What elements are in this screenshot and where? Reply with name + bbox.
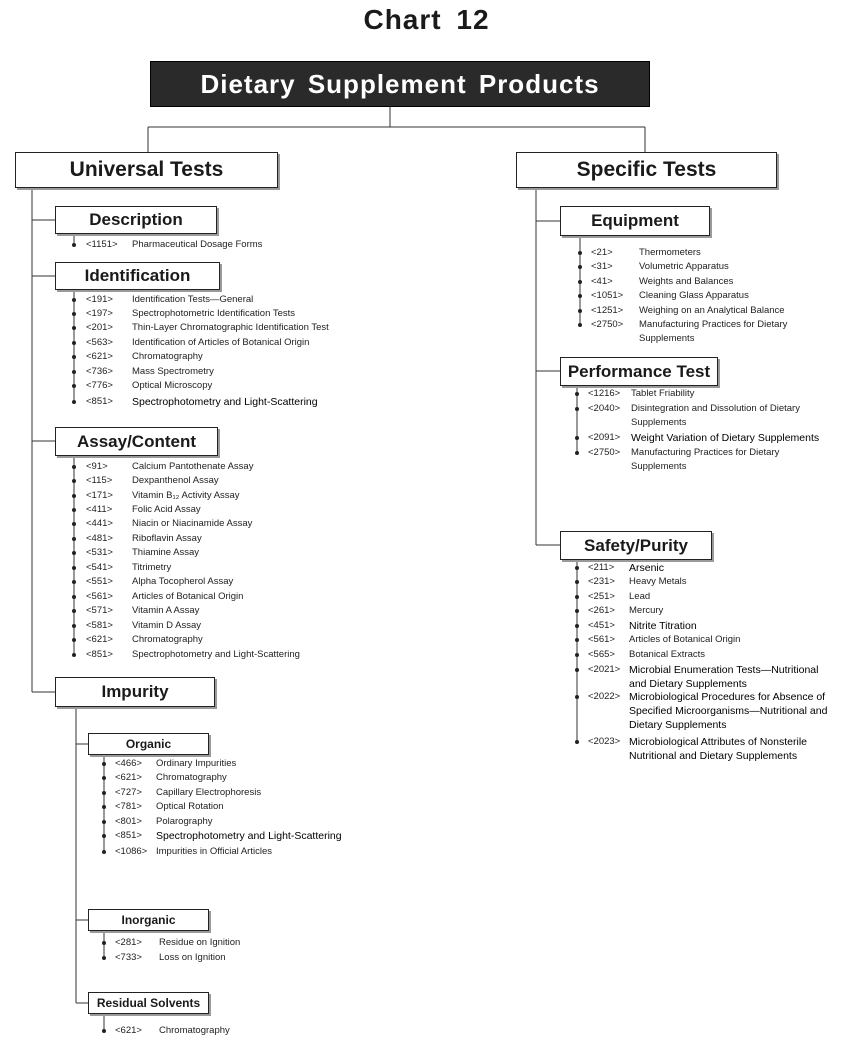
list-item xyxy=(588,619,853,633)
chapter-reference: <466> xyxy=(115,758,142,769)
chapter-reference: <2750> xyxy=(588,447,621,458)
test-name: Identification of Articles of Botanical Origin xyxy=(132,337,310,348)
chart-title: Chart 12 xyxy=(363,4,490,35)
bullet-dot xyxy=(575,566,579,570)
bullet-dot xyxy=(102,791,106,795)
list-item xyxy=(115,1024,389,1038)
list-item xyxy=(591,318,814,360)
bullet-dot xyxy=(575,595,579,599)
test-name: Manufacturing Practices for Dietary Supplements xyxy=(631,447,780,472)
list-item xyxy=(588,590,853,604)
test-name: Articles of Botanical Origin xyxy=(629,634,741,645)
test-name: Identification Tests—General xyxy=(132,294,254,305)
bullet-dot xyxy=(72,400,76,404)
list-item xyxy=(86,604,362,618)
test-name: Niacin or Niacinamide Assay xyxy=(132,518,253,529)
bullet-dot xyxy=(102,1029,106,1033)
test-name: Chromatography xyxy=(132,351,203,362)
list-item xyxy=(86,321,362,335)
test-name: Capillary Electrophoresis xyxy=(156,787,262,798)
test-name: Mass Spectrometry xyxy=(132,366,214,377)
list-item xyxy=(86,336,362,350)
bullet-dot xyxy=(578,265,582,269)
bullet-dot xyxy=(575,392,579,396)
chapter-reference: <736> xyxy=(86,366,113,377)
banner-dietary-supplement-products: Dietary Supplement Products xyxy=(150,61,650,107)
bullet-dot xyxy=(102,805,106,809)
chapter-reference: <531> xyxy=(86,547,113,558)
list-item xyxy=(588,446,801,488)
test-name: Botanical Extracts xyxy=(629,649,706,660)
list-item xyxy=(588,387,853,401)
bullet-dot xyxy=(72,341,76,345)
test-name: Chromatography xyxy=(132,634,203,645)
bullet-dot xyxy=(575,638,579,642)
chapter-reference: <1051> xyxy=(591,290,624,301)
list-item xyxy=(86,489,362,503)
chapter-reference: <621> xyxy=(86,351,113,362)
test-name: Dexpanthenol Assay xyxy=(132,475,219,486)
bullet-dot xyxy=(72,551,76,555)
bullet-dot xyxy=(575,653,579,657)
inorganic-box: Inorganic xyxy=(88,909,209,931)
chapter-reference: <621> xyxy=(115,772,142,783)
chapter-reference: <563> xyxy=(86,337,113,348)
list-item xyxy=(86,546,362,560)
chapter-reference: <211> xyxy=(588,562,615,573)
list-item xyxy=(588,690,839,732)
chapter-reference: <801> xyxy=(115,816,142,827)
test-name: Weights and Balances xyxy=(639,276,734,287)
chapter-reference: <1086> xyxy=(115,846,148,857)
list-item xyxy=(588,604,853,618)
test-name: Impurities in Official Articles xyxy=(156,846,272,857)
list-item xyxy=(588,633,853,647)
bullet-dot xyxy=(578,294,582,298)
list-item xyxy=(591,260,853,274)
test-name: Optical Microscopy xyxy=(132,380,213,391)
test-name: Riboflavin Assay xyxy=(132,533,202,544)
specific-tests-box: Specific Tests xyxy=(516,152,777,188)
bullet-dot xyxy=(72,465,76,469)
test-name: Mercury xyxy=(629,605,664,616)
list-item xyxy=(86,307,362,321)
bullet-dot xyxy=(72,243,76,247)
bullet-dot xyxy=(72,566,76,570)
assay-content-box: Assay/Content xyxy=(55,427,218,456)
chapter-reference: <201> xyxy=(86,322,113,333)
list-item xyxy=(86,379,362,393)
test-name: Titrimetry xyxy=(132,562,172,573)
chapter-reference: <91> xyxy=(86,461,108,472)
bullet-dot xyxy=(575,624,579,628)
bullet-dot xyxy=(578,309,582,313)
test-name: Thin-Layer Chromatographic Identification Test xyxy=(132,322,329,333)
test-name: Folic Acid Assay xyxy=(132,504,201,515)
test-name: Thermometers xyxy=(639,247,701,258)
test-name: Nitrite Titration xyxy=(629,620,697,632)
chapter-reference: <197> xyxy=(86,308,113,319)
list-item xyxy=(115,845,386,859)
list-item xyxy=(86,648,362,662)
test-name: Vitamin B₁₂ Activity Assay xyxy=(132,490,240,501)
chapter-reference: <191> xyxy=(86,294,113,305)
list-item xyxy=(86,633,362,647)
chapter-reference: <733> xyxy=(115,952,142,963)
impurity-box: Impurity xyxy=(55,677,215,707)
list-item xyxy=(591,275,853,289)
bullet-dot xyxy=(102,956,106,960)
test-name: Disintegration and Dissolution of Dietary Supplements xyxy=(631,403,800,428)
bullet-dot xyxy=(102,941,106,945)
bullet-dot xyxy=(72,624,76,628)
test-name: Ordinary Impurities xyxy=(156,758,237,769)
test-name: Spectrophotometry and Light-Scattering xyxy=(156,830,342,842)
test-name: Spectrophotometry and Light-Scattering xyxy=(132,649,300,660)
list-item xyxy=(86,619,362,633)
performance-test-box: Performance Test xyxy=(560,357,718,386)
list-item xyxy=(86,365,362,379)
list-item xyxy=(86,395,362,409)
bullet-dot xyxy=(72,638,76,642)
bullet-dot xyxy=(72,355,76,359)
test-name: Vitamin A Assay xyxy=(132,605,200,616)
list-item xyxy=(588,561,853,575)
list-item xyxy=(591,246,853,260)
description-box: Description xyxy=(55,206,217,234)
chapter-reference: <41> xyxy=(591,276,613,287)
chapter-reference: <1251> xyxy=(591,305,624,316)
bullet-dot xyxy=(72,326,76,330)
chapter-reference: <231> xyxy=(588,576,615,587)
chapter-reference: <551> xyxy=(86,576,113,587)
chapter-reference: <541> xyxy=(86,562,113,573)
list-item xyxy=(115,771,386,785)
bullet-dot xyxy=(72,653,76,657)
bullet-dot xyxy=(72,298,76,302)
list-item xyxy=(86,293,362,307)
list-item xyxy=(86,532,362,546)
bullet-dot xyxy=(575,436,579,440)
test-name: Calcium Pantothenate Assay xyxy=(132,461,254,472)
test-name: Optical Rotation xyxy=(156,801,224,812)
bullet-dot xyxy=(102,850,106,854)
test-name: Pharmaceutical Dosage Forms xyxy=(132,239,263,250)
list-item xyxy=(86,575,362,589)
test-name: Tablet Friability xyxy=(631,388,695,399)
chapter-reference: <171> xyxy=(86,490,113,501)
chapter-reference: <621> xyxy=(86,634,113,645)
chapter-reference: <781> xyxy=(115,801,142,812)
chapter-reference: <2750> xyxy=(591,319,624,330)
chapter-reference: <2023> xyxy=(588,736,621,747)
chapter-reference: <1216> xyxy=(588,388,621,399)
bullet-dot xyxy=(102,820,106,824)
bullet-dot xyxy=(72,580,76,584)
bullet-dot xyxy=(72,609,76,613)
test-name: Weight Variation of Dietary Supplements xyxy=(631,432,820,444)
test-name: Microbiological Attributes of Nonsterile Nutritional and Dietary Supplements xyxy=(629,736,807,762)
chapter-reference: <21> xyxy=(591,247,613,258)
chapter-reference: <851> xyxy=(115,830,142,841)
chapter-reference: <115> xyxy=(86,475,113,486)
list-item xyxy=(86,350,362,364)
chapter-reference: <851> xyxy=(86,649,113,660)
chapter-reference: <441> xyxy=(86,518,113,529)
list-item xyxy=(588,735,844,777)
test-name: Alpha Tocopherol Assay xyxy=(132,576,234,587)
chapter-reference: <851> xyxy=(86,396,113,407)
chapter-reference: <2021> xyxy=(588,664,621,675)
test-name: Heavy Metals xyxy=(629,576,687,587)
identification-box: Identification xyxy=(55,262,220,290)
list-item xyxy=(115,829,386,843)
test-name: Manufacturing Practices for Dietary Supplements xyxy=(639,319,788,344)
list-item xyxy=(591,289,853,303)
chapter-reference: <561> xyxy=(86,591,113,602)
chapter-reference: <411> xyxy=(86,504,113,515)
chapter-reference: <2040> xyxy=(588,403,621,414)
bullet-dot xyxy=(575,609,579,613)
bullet-dot xyxy=(72,595,76,599)
test-name: Microbiological Procedures for Absence of Specified Microorganisms—Nutritional and Dietary Supplements xyxy=(629,691,828,731)
test-name: Polarography xyxy=(156,816,213,827)
chapter-reference: <565> xyxy=(588,649,615,660)
test-name: Cleaning Glass Apparatus xyxy=(639,290,749,301)
list-item xyxy=(115,800,386,814)
list-item xyxy=(86,460,362,474)
test-name: Spectrophotometric Identification Tests xyxy=(132,308,295,319)
test-name: Vitamin D Assay xyxy=(132,620,201,631)
safety-purity-box: Safety/Purity xyxy=(560,531,712,560)
list-item xyxy=(86,503,362,517)
list-item xyxy=(115,786,386,800)
bullet-dot xyxy=(578,323,582,327)
list-item xyxy=(115,815,386,829)
residual-solvents-box: Residual Solvents xyxy=(88,992,209,1014)
test-name: Arsenic xyxy=(629,562,665,574)
test-name: Spectrophotometry and Light-Scattering xyxy=(132,396,318,408)
list-item xyxy=(115,936,389,950)
test-name: Articles of Botanical Origin xyxy=(132,591,244,602)
test-name: Residue on Ignition xyxy=(159,937,241,948)
list-item xyxy=(115,951,389,965)
test-name: Volumetric Apparatus xyxy=(639,261,729,272)
chapter-reference: <561> xyxy=(588,634,615,645)
bullet-dot xyxy=(575,695,579,699)
list-item xyxy=(86,517,362,531)
list-item xyxy=(86,238,362,252)
bullet-dot xyxy=(575,407,579,411)
bullet-dot xyxy=(575,451,579,455)
list-item xyxy=(588,575,853,589)
bullet-dot xyxy=(575,580,579,584)
test-name: Weighing on an Analytical Balance xyxy=(639,305,785,316)
list-item xyxy=(86,590,362,604)
bullet-dot xyxy=(72,384,76,388)
bullet-dot xyxy=(72,522,76,526)
bullet-dot xyxy=(72,479,76,483)
bullet-dot xyxy=(575,668,579,672)
universal-tests-box: Universal Tests xyxy=(15,152,278,188)
chapter-reference: <481> xyxy=(86,533,113,544)
chapter-reference: <281> xyxy=(115,937,142,948)
list-item xyxy=(588,648,853,662)
bullet-dot xyxy=(102,762,106,766)
organic-box: Organic xyxy=(88,733,209,755)
test-name: Microbial Enumeration Tests—Nutritional and Dietary Supplements xyxy=(629,664,819,690)
list-item xyxy=(86,561,362,575)
chapter-reference: <2022> xyxy=(588,691,621,702)
bullet-dot xyxy=(575,740,579,744)
list-item xyxy=(591,304,853,318)
chapter-reference: <571> xyxy=(86,605,113,616)
test-name: Loss on Ignition xyxy=(159,952,226,963)
bullet-dot xyxy=(578,280,582,284)
chapter-reference: <776> xyxy=(86,380,113,391)
bullet-dot xyxy=(72,370,76,374)
bullet-dot xyxy=(72,508,76,512)
chapter-reference: <451> xyxy=(588,620,615,631)
bullet-dot xyxy=(102,834,106,838)
chapter-reference: <621> xyxy=(115,1025,142,1036)
chapter-reference: <2091> xyxy=(588,432,621,443)
chapter-reference: <1151> xyxy=(86,239,118,250)
bullet-dot xyxy=(578,251,582,255)
chapter-reference: <31> xyxy=(591,261,613,272)
chapter-reference: <251> xyxy=(588,591,615,602)
list-item xyxy=(115,757,386,771)
list-item xyxy=(86,474,362,488)
test-name: Chromatography xyxy=(156,772,227,783)
equipment-box: Equipment xyxy=(560,206,710,236)
list-item xyxy=(588,431,853,445)
chapter-reference: <581> xyxy=(86,620,113,631)
chapter-reference: <727> xyxy=(115,787,142,798)
bullet-dot xyxy=(72,312,76,316)
test-name: Lead xyxy=(629,591,651,602)
bullet-dot xyxy=(72,537,76,541)
bullet-dot xyxy=(72,494,76,498)
test-name: Chromatography xyxy=(159,1025,230,1036)
chapter-reference: <261> xyxy=(588,605,615,616)
bullet-dot xyxy=(102,776,106,780)
test-name: Thiamine Assay xyxy=(132,547,200,558)
